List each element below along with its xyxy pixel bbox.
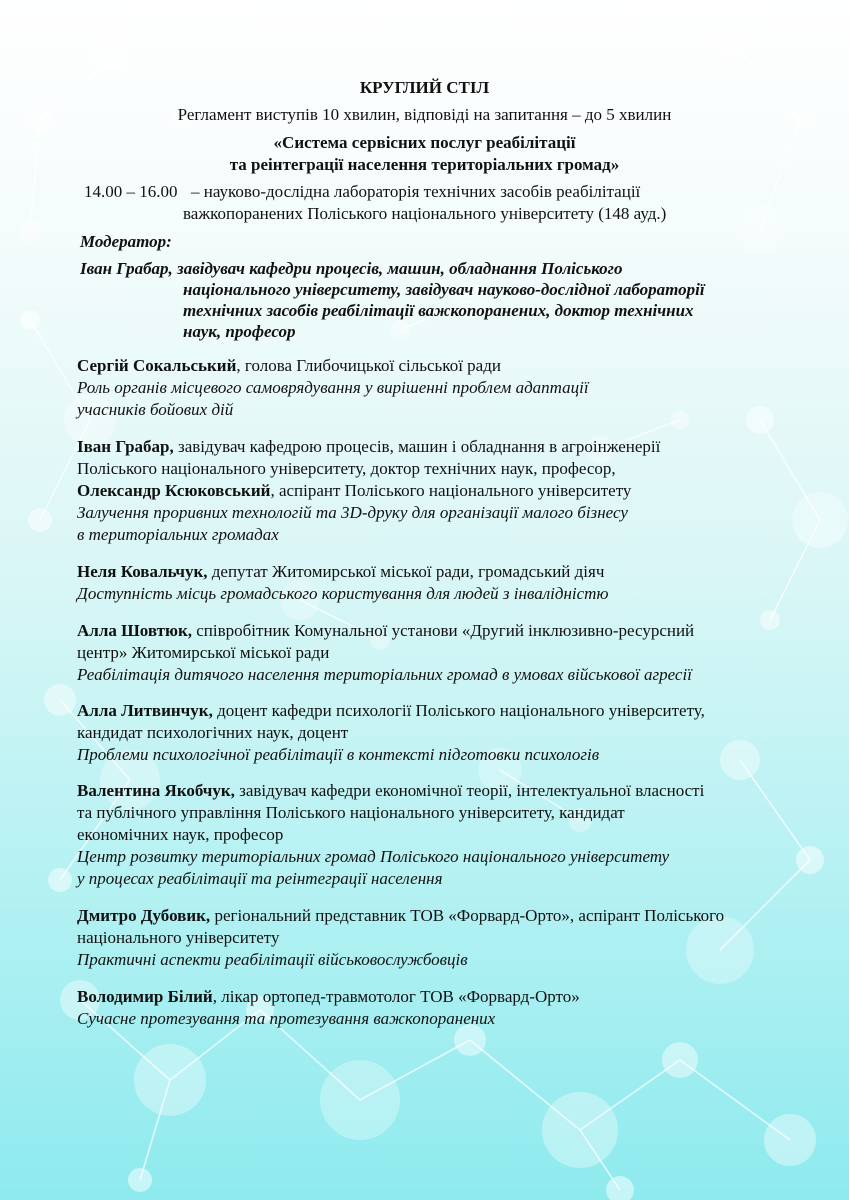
moderator-line3: технічних засобів реабілітації важкопоранених, доктор технічних (183, 301, 694, 320)
speaker-name: Іван Грабар, (77, 437, 174, 456)
speaker-affiliation: завідувач кафедри економічної теорії, інтелектуальної власності (234, 781, 705, 800)
speaker-entry (77, 986, 797, 1030)
moderator-line1: Іван Грабар, завідувач кафедри процесів, машин, обладнання Поліського (80, 259, 623, 278)
speaker-affiliation: центр» Житомирської міської ради (77, 643, 330, 662)
speaker-entry (77, 561, 797, 605)
talk-topic: в територіальних громадах (77, 525, 279, 544)
speaker-name: Сергій Сокальський (77, 356, 237, 375)
location-line1: – науково-дослідна лабораторія технічних засобів реабілітації (191, 182, 641, 201)
speaker-entry (77, 620, 797, 686)
session-title-line1: «Система сервісних послуг реабілітації (273, 133, 576, 152)
talk-topic: Практичні аспекти реабілітації військовослужбовців (77, 950, 468, 969)
talk-topic: Доступність місць громадського користування для людей з інвалідністю (77, 584, 609, 603)
talk-topic: учасників бойових дій (77, 400, 234, 419)
talk-topic: у процесах реабілітації та реінтеграції населення (77, 869, 443, 888)
speaker-entry (77, 780, 797, 890)
speaker-name: Дмитро Дубовик, (77, 906, 211, 925)
speaker-affiliation: кандидат психологічних наук, доцент (77, 723, 349, 742)
speaker-name: Алла Шовтюк, (77, 621, 192, 640)
speaker-affiliation: регіональний представник ТОВ «Форвард-Орто», аспірант Поліського (210, 906, 725, 925)
talk-topic: Проблеми психологічної реабілітації в контексті підготовки психологів (77, 745, 600, 764)
speaker-name: Неля Ковальчук, (77, 562, 208, 581)
speaker-line (77, 436, 797, 458)
speaker-affiliation: співробітник Комунальної установи «Другий інклюзивно-ресурсний (192, 621, 695, 640)
speaker-entry (77, 905, 797, 971)
speaker-line (77, 927, 797, 949)
speaker-affiliation: депутат Житомирської міської ради, громадський діяч (207, 562, 605, 581)
speaker-line (77, 700, 797, 722)
talk-topic: Центр розвитку територіальних громад Поліського національного університету (77, 847, 670, 866)
speaker-affiliation: економічних наук, професор (77, 825, 284, 844)
location-line2: важкопоранених Поліського національного університету (148 ауд.) (183, 204, 667, 223)
session-time: 14.00 – 16.00 (84, 182, 178, 201)
speaker-affiliation: , лікар ортопед-травмотолог ТОВ «Форвард-Орто» (212, 987, 580, 1006)
moderator-line2: національного університету, завідувач науково-дослідної лабораторії (183, 280, 705, 299)
moderator-line4: наук, професор (183, 322, 296, 341)
speaker-entry (77, 700, 797, 766)
speaker-name: Валентина Якобчук, (77, 781, 235, 800)
speaker-line (77, 561, 797, 583)
speaker-entry (77, 355, 797, 421)
speaker-affiliation: Поліського національного університету, доктор технічних наук, професор, (77, 459, 616, 478)
speaker-name: Володимир Білий (77, 987, 213, 1006)
speaker-line (77, 620, 797, 642)
speaker-affiliation: національного університету (77, 928, 280, 947)
speaker-affiliation: та публічного управління Поліського національного університету, кандидат (77, 803, 625, 822)
speaker-line (77, 905, 797, 927)
speaker-line (77, 986, 797, 1008)
speaker-line (77, 480, 797, 502)
speaker-affiliation: доцент кафедри психології Поліського національного університету, (212, 701, 705, 720)
speaker-line (77, 355, 797, 377)
moderator-label: Модератор: (80, 232, 172, 251)
speaker-name: Алла Литвинчук, (77, 701, 213, 720)
speaker-line (77, 780, 797, 802)
speaker-line (77, 722, 797, 744)
speaker-line (77, 642, 797, 664)
speaker-affiliation: , аспірант Поліського національного університету (270, 481, 632, 500)
talk-topic: Роль органів місцевого самоврядування у вирішенні проблем адаптації (77, 378, 589, 397)
speaker-line (77, 458, 797, 480)
round-table-title: КРУГЛИЙ СТІЛ (359, 78, 490, 97)
speaker-line (77, 802, 797, 824)
session-title-line2: та реінтеграції населення територіальних громад» (229, 155, 620, 174)
talk-topic: Залучення проривних технологій та 3D-друку для організації малого бізнесу (77, 503, 628, 522)
talk-topic: Реабілітація дитячого населення територіальних громад в умовах військової агресії (77, 665, 692, 684)
regulation-text: Регламент виступів 10 хвилин, відповіді на запитання – до 5 хвилин (177, 105, 672, 124)
speaker-entry (77, 436, 797, 546)
speaker-name: Олександр Ксюковський (77, 481, 271, 500)
speaker-line (77, 824, 797, 846)
speaker-affiliation: , голова Глибочицької сільської ради (236, 356, 501, 375)
talk-topic: Сучасне протезування та протезування важкопоранених (77, 1009, 496, 1028)
speaker-affiliation: завідувач кафедрою процесів, машин і обладнання в агроінженерії (173, 437, 661, 456)
